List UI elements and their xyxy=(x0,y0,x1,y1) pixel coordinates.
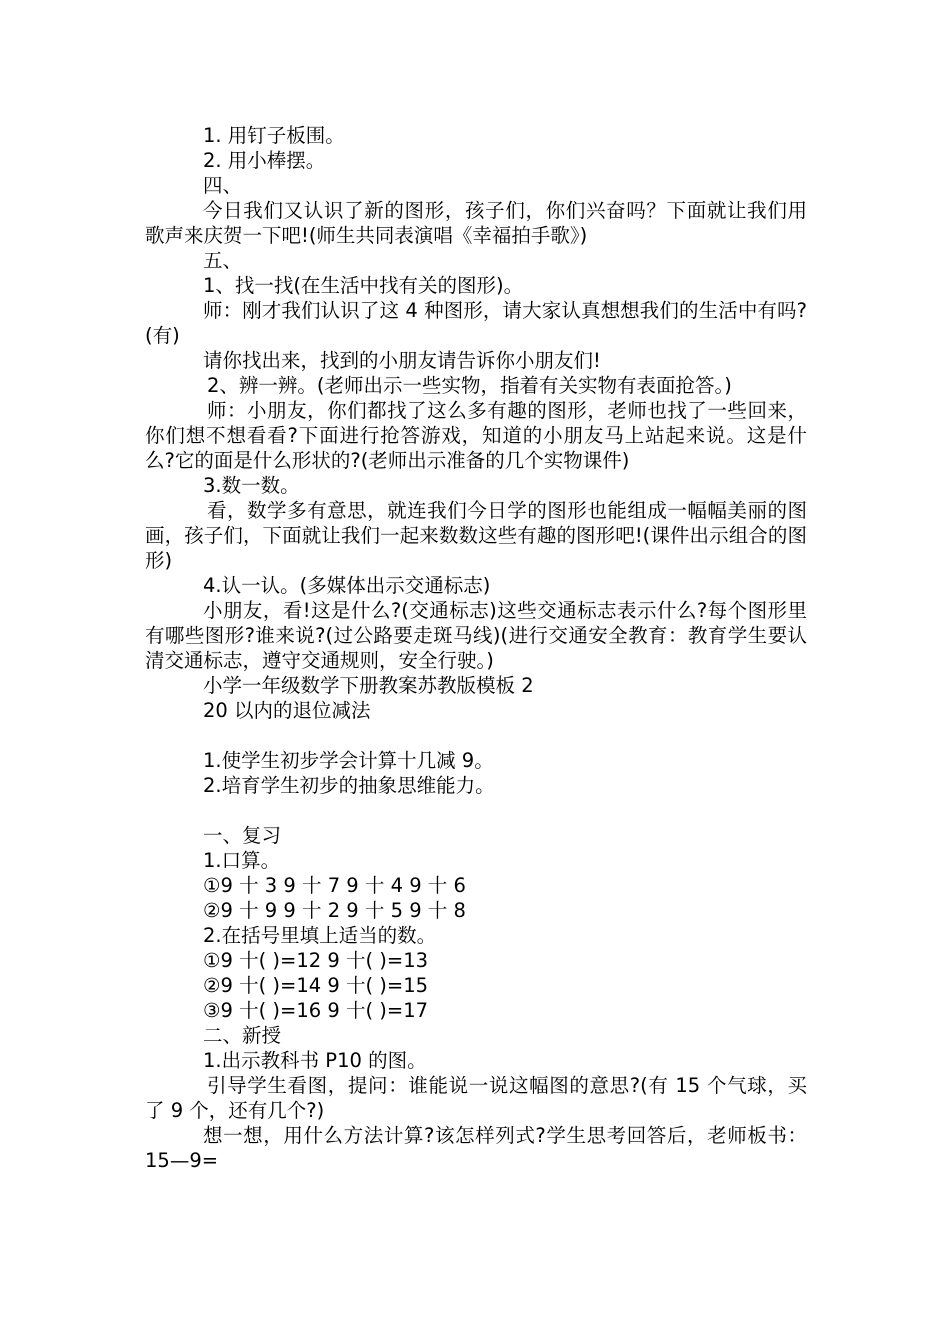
paragraph: 1.口算。 xyxy=(203,849,281,872)
paragraph: 1.出示教科书 P10 的图。 xyxy=(203,1049,427,1072)
paragraph: 3.数一数。 xyxy=(203,474,300,497)
blank-line xyxy=(145,723,807,748)
paragraph: 2、辨一辨。(老师出示一些实物，指着有关实物有表面抢答。) xyxy=(207,374,732,397)
document-body xyxy=(145,123,807,1173)
section-heading: 五、 xyxy=(203,249,243,272)
paragraph: 引导学生看图，提问：谁能说一说这幅图的意思?(有 15 个气球，买了 9 个，还有几个?) xyxy=(145,1074,807,1122)
exercise-line: ②9 十( )=14 9 十( )=15 xyxy=(203,974,429,997)
paragraph: 2.在括号里填上适当的数。 xyxy=(203,924,437,947)
paragraph: 4.认一认。(多媒体出示交通标志) xyxy=(203,574,491,597)
paragraph: 1. 用钉子板围。 xyxy=(203,124,345,147)
paragraph: 2. 用小棒摆。 xyxy=(203,149,326,172)
paragraph: 请你找出来，找到的小朋友请告诉你小朋友们! xyxy=(203,349,601,372)
objective-item: 2.培育学生初步的抽象思维能力。 xyxy=(203,774,495,797)
exercise-line: ①9 十 3 9 十 7 9 十 4 9 十 6 xyxy=(203,874,466,897)
paragraph: 师：刚才我们认识了这 4 种图形，请大家认真想想我们的生活中有吗?(有) xyxy=(145,299,807,347)
objective-item: 1.使学生初步学会计算十几减 9。 xyxy=(203,749,494,772)
lesson-subtitle: 20 以内的退位减法 xyxy=(203,699,371,722)
exercise-line: ②9 十 9 9 十 2 9 十 5 9 十 8 xyxy=(203,899,466,922)
paragraph: 1、找一找(在生活中找有关的图形)。 xyxy=(203,274,524,297)
paragraph: 看，数学多有意思，就连我们今日学的图形也能组成一幅幅美丽的图画，孩子们，下面就让我们一起来数数这些有趣的图形吧!(课件出示组合的图形) xyxy=(145,499,807,572)
section-heading: 二、新授 xyxy=(203,1024,282,1047)
section-heading: 一、复习 xyxy=(203,824,282,847)
exercise-line: ①9 十( )=12 9 十( )=13 xyxy=(203,949,429,972)
paragraph: 小朋友，看!这是什么?(交通标志)这些交通标志表示什么?每个图形里有哪些图形?谁来说?(过公路要走斑马线)(进行交通安全教育：教育学生要认清交通标志，遵守交通规则，安全行驶。) xyxy=(145,599,807,672)
paragraph: 师：小朋友，你们都找了这么多有趣的图形，老师也找了一些回来，你们想不想看看?下面进行抢答游戏，知道的小朋友马上站起来说。这是什么?它的面是什么形状的?(老师出示准备的几个实物课件) xyxy=(145,399,807,472)
section-heading: 四、 xyxy=(203,174,243,197)
lesson-title: 小学一年级数学下册教案苏教版模板 2 xyxy=(203,674,534,697)
blank-line xyxy=(145,798,807,823)
paragraph: 想一想，用什么方法计算?该怎样列式?学生思考回答后，老师板书：15—9= xyxy=(145,1124,807,1172)
exercise-line: ③9 十( )=16 9 十( )=17 xyxy=(203,999,429,1022)
paragraph: 今日我们又认识了新的图形，孩子们，你们兴奋吗？下面就让我们用歌声来庆贺一下吧!(师生共同表演唱《幸福拍手歌》) xyxy=(145,199,807,247)
